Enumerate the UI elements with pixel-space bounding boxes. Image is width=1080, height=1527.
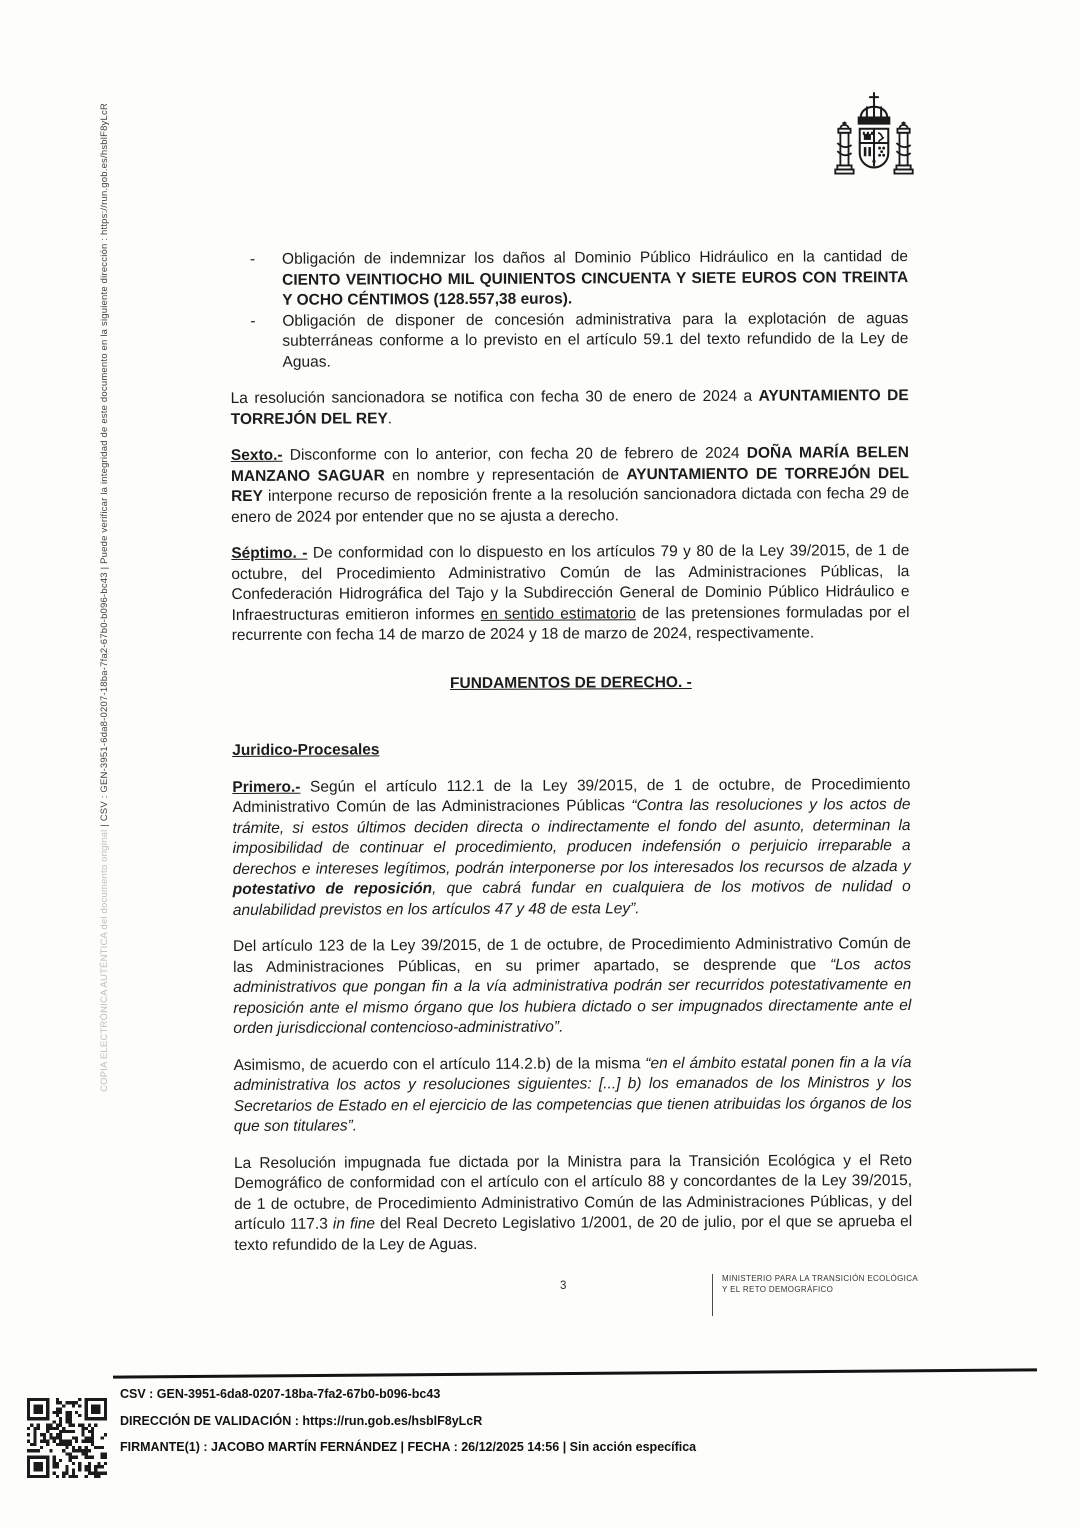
- sidebar-faint-text: COPIA ELECTRÓNICA AUTÉNTICA del documento original: [99, 826, 110, 1092]
- qr-code: [27, 1398, 107, 1478]
- ministry-line1: MINISTERIO PARA LA TRANSICIÓN ECOLÓGICA: [722, 1274, 919, 1283]
- paragraph-notification: La resolución sancionadora se notifica con fecha 30 de enero de 2024 a AYUNTAMIENTO DE TORREJÓN DEL REY.: [230, 387, 909, 428]
- footer-separator-rule: [113, 1368, 1037, 1378]
- paragraph-sexto: Sexto.- Disconforme con lo anterior, con fecha 20 de febrero de 2024 DOÑA MARÍA BELEN MANZANO SAGUAR en nombre y representación de AYUNTAMIENTO DE TORREJÓN DEL REY interpone recurso de reposición frente a la resolución sancionadora dictada con fecha 29 de enero de 2024 por entender que no se ajusta a derecho.: [230, 444, 910, 526]
- ministry-footer: [712, 1274, 918, 1316]
- list-item-text: Obligación de indemnizar los daños al Dominio Público Hidráulico en la cantidad de CIENTO VEINTIOCHO MIL QUINIENTOS CINCUENTA Y SIETE EUROS CON TREINTA Y OCHO CÉNTIMOS (128.557,38 euros).: [282, 248, 909, 309]
- page-number: 3: [560, 1280, 567, 1292]
- paragraph-septimo: Séptimo. - De conformidad con lo dispuesto en los artículos 79 y 80 de la Ley 39/2015, de 1 de octubre, del Procedimiento Administrativo Común de las Administraciones Públicas, la Confederación Hidrográfica del Tajo y la Subdirección General de Dominio Público Hidráulico e Infraestructuras emitieron informes en sentido estimatorio de las pretensiones formuladas por el recurrente con fecha 14 de marzo de 2024 y 18 de marzo de 2024, respectivamente.: [231, 542, 910, 644]
- paragraph-primero: Primero.- Según el artículo 112.1 de la Ley 39/2015, de 1 de octubre, de Procedimiento Administrativo Común de las Administraciones Públicas “Contra las resoluciones y los actos de trámite, si estos últimos deciden directa o indirectamente el fondo del asunto, determinan la imposibilidad de continuar el procedimiento, producen indefensión o perjuicio irreparable a derechos e intereses legítimos, podrán interponerse por los interesados los recursos de alzada y potestativo de reposición, que cabrá fundar en cualquiera de los motivos de nulidad o anulabilidad previstos en los artículos 47 y 48 de esta Ley”.: [232, 775, 911, 919]
- paragraph-asimismo: Asimismo, de acuerdo con el artículo 114.2.b) de la misma “en el ámbito estatal ponen fin a la vía administrativa los actos y resoluciones siguientes: [...] b) los emanados de los Ministros y los Secretarios de Estado en el ejercicio de las competencias que tienen atribuidas los órganos de los que son titulares”.: [233, 1053, 912, 1135]
- validation-url-line: DIRECCIÓN DE VALIDACIÓN : https://run.gob.es/hsblF8yLcR: [120, 1413, 483, 1428]
- section-heading: FUNDAMENTOS DE DERECHO. -: [449, 673, 692, 692]
- paragraph-articulo-123: Del artículo 123 de la Ley 39/2015, de 1 de octubre, de Procedimiento Administrativo Común de las Administraciones Públicas, en su primer apartado, se desprende que “Los actos administrativos que pongan fin a la vía administrativa podrán ser recurridos potestativamente en reposición ante el mismo órgano que los hubiera dictado o ser impugnados directamente ante el orden jurisdiccional contencioso-administrativo”.: [233, 935, 912, 1037]
- ministry-line2: Y EL RETO DEMOGRÁFICO: [722, 1284, 834, 1294]
- bullet-dash: -: [250, 250, 256, 268]
- csv-sidebar-text: [99, 102, 110, 1092]
- document-body: [230, 247, 912, 1272]
- obligations-list: [230, 247, 909, 373]
- list-item: [230, 309, 908, 373]
- validation-footer: [120, 1381, 1000, 1461]
- subsection-heading: Juridico-Procesales: [232, 741, 380, 759]
- csv-line: CSV : GEN-3951-6da8-0207-18ba-7fa2-67b0-b096-bc43: [120, 1387, 441, 1401]
- bullet-dash: -: [250, 312, 256, 330]
- list-item-text: Obligación de disponer de concesión administrativa para la explotación de aguas subterráneas conforme a lo previsto en el artículo 59.1 del texto refundido de la Ley de Aguas.: [282, 309, 909, 371]
- list-item: [230, 247, 908, 311]
- signer-line: FIRMANTE(1) : JACOBO MARTÍN FERNÁNDEZ | FECHA : 26/12/2025 14:56 | Sin acción específica: [120, 1440, 697, 1454]
- sidebar-main-text: | CSV : GEN-3951-6da8-0207-18ba-7fa2-67b0-b096-bc43 | Puede verificar la integridad de este documento en la siguiente dirección : https://run.gob.es/hsblF8yLcR: [99, 102, 110, 827]
- spain-coat-of-arms-icon: [828, 90, 920, 197]
- paragraph-resolucion-impugnada: La Resolución impugnada fue dictada por la Ministra para la Transición Ecológica y el Reto Demográfico de conformidad con el artículo con el artículo 88 y concordantes de la Ley 39/2015, de 1 de octubre, de Procedimiento Administrativo Común de las Administraciones Públicas, y del artículo 117.3 in fine del Real Decreto Legislativo 1/2001, de 20 de julio, por el que se aprueba el texto refundido de la Ley de Aguas.: [233, 1151, 913, 1254]
